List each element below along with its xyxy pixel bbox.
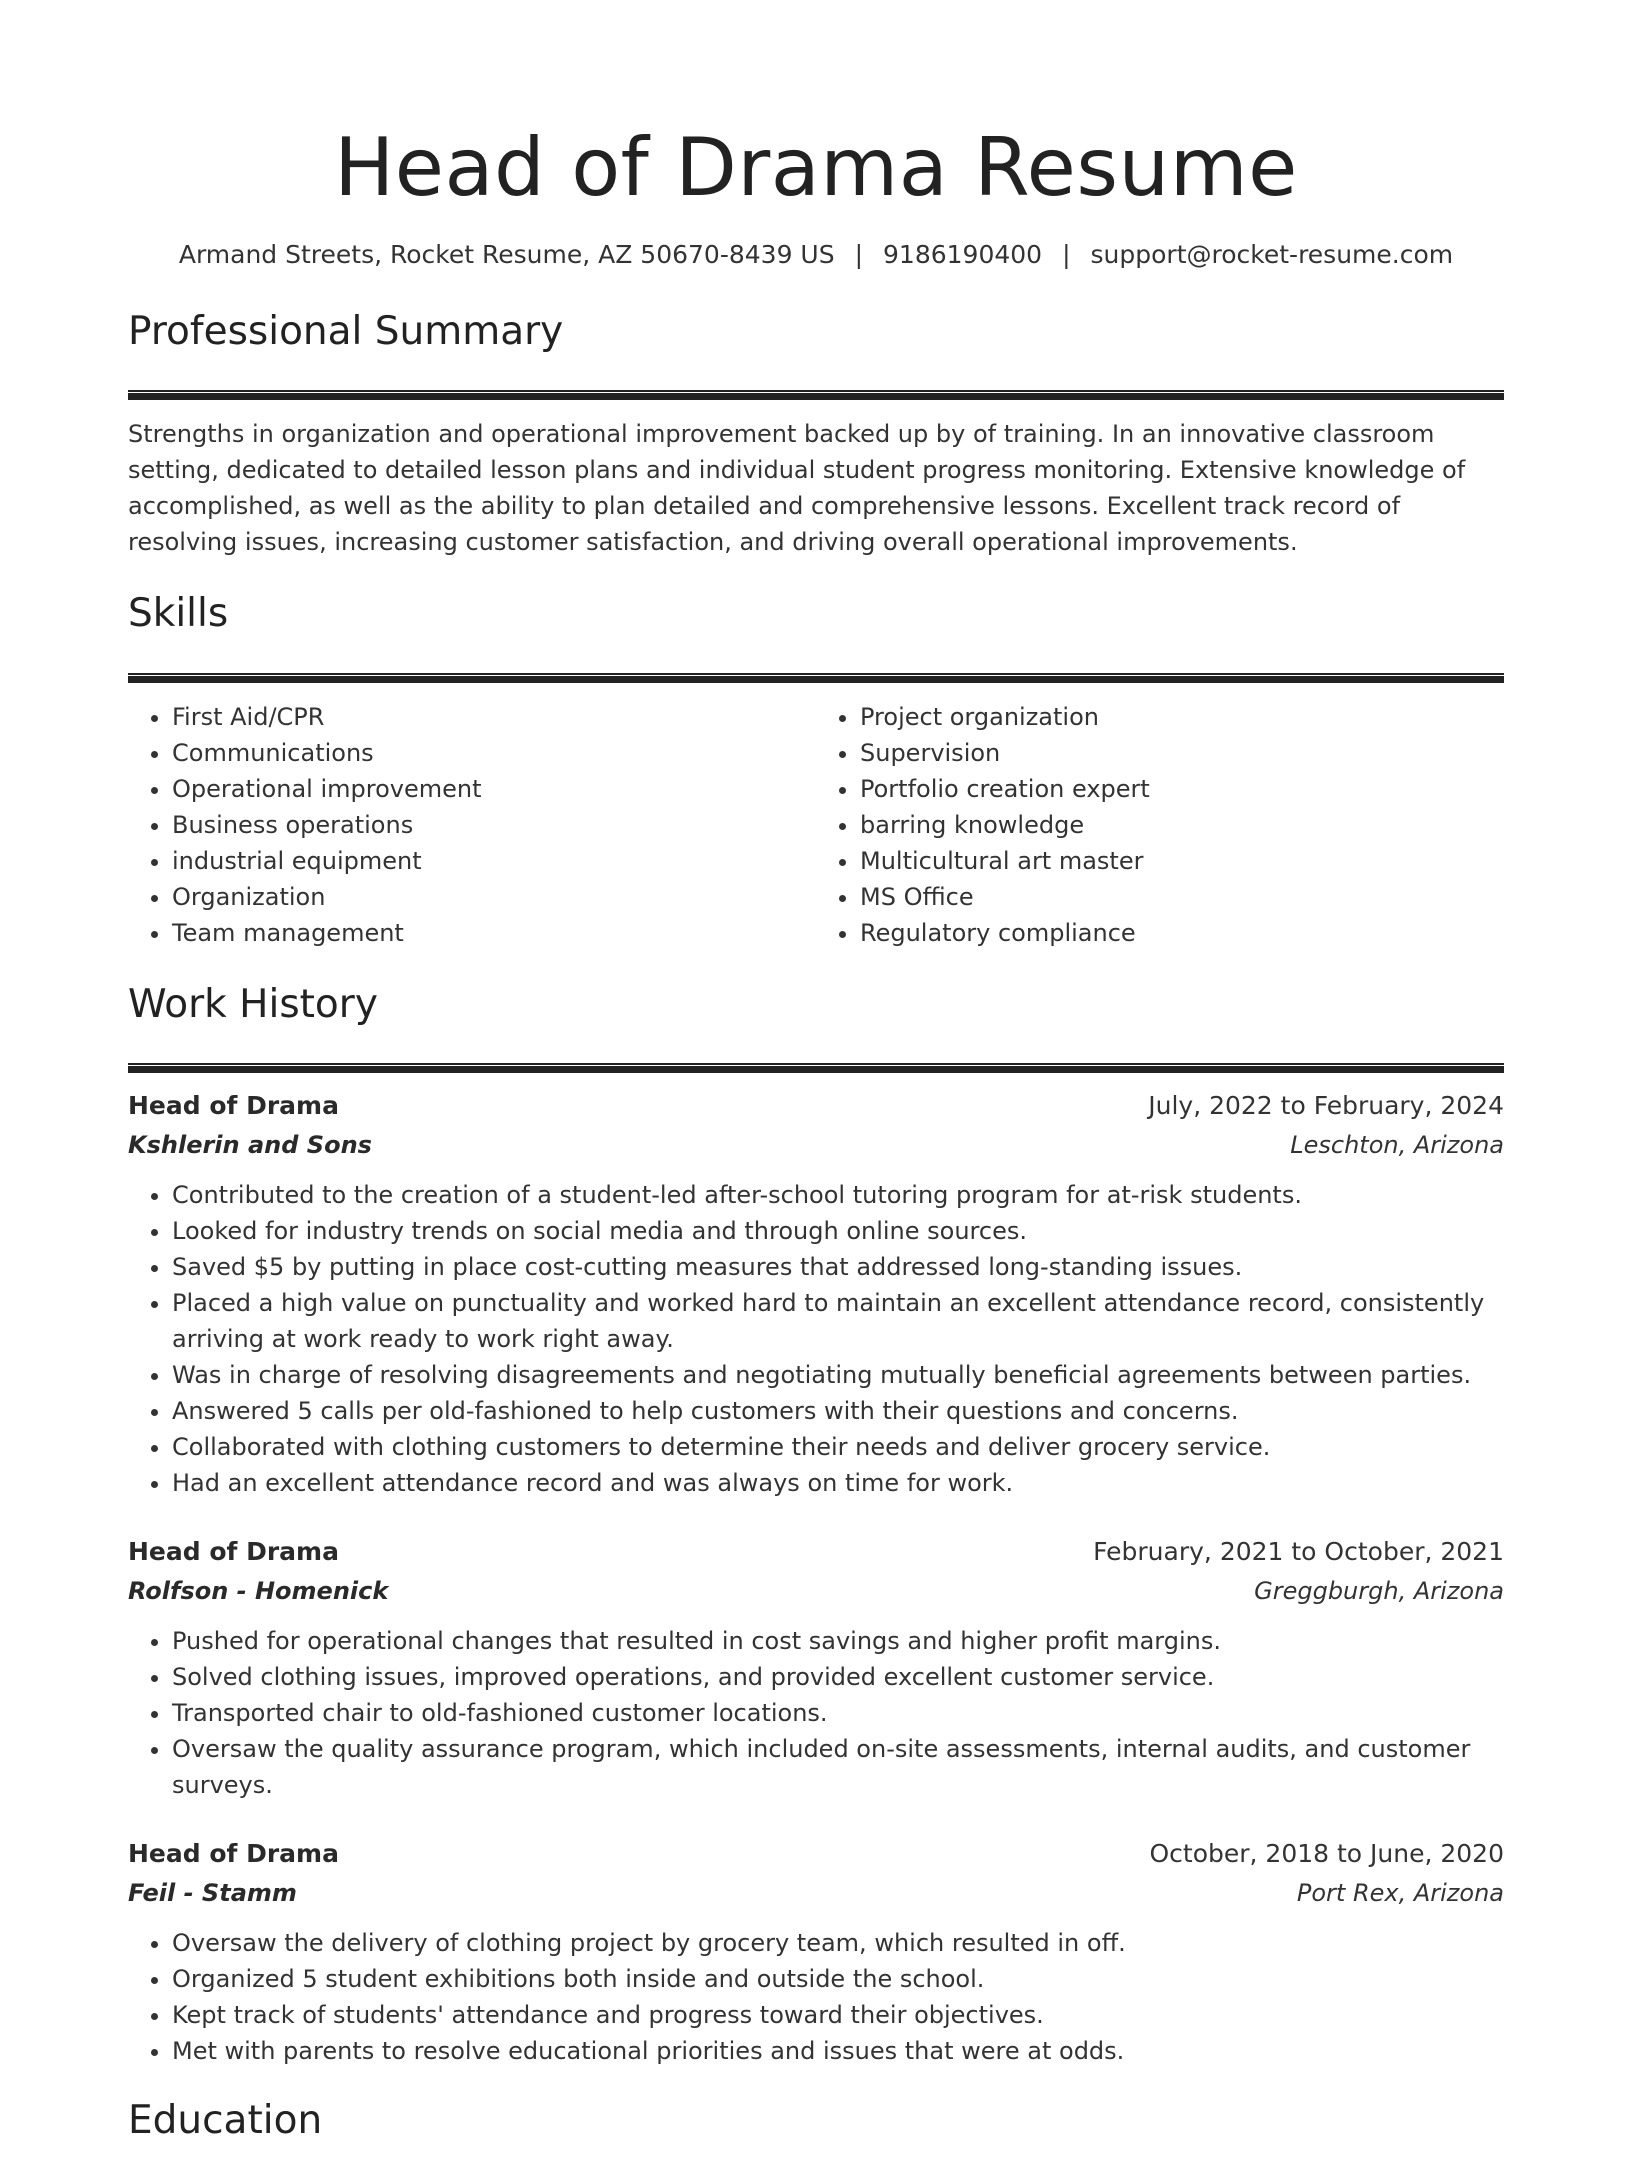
job-location: Greggburgh, Arizona	[1254, 1577, 1504, 1606]
job-header-row	[128, 1533, 1504, 1571]
contact-address: Armand Streets, Rocket Resume, AZ 50670-8439 US	[178, 240, 835, 269]
job-bullet: • Contributed to the creation of a student-led after-school tutoring program for at-risk students.	[172, 1177, 1504, 1213]
work-section	[128, 979, 1504, 2069]
job-title: Head of Drama	[128, 1537, 339, 1567]
skill-item: • Multicultural art master	[860, 843, 1504, 879]
contact-line	[128, 238, 1504, 272]
job-entry	[128, 1835, 1504, 2069]
skill-item: • MS Office	[860, 879, 1504, 915]
section-divider	[128, 1063, 1504, 1073]
skills-list-right	[816, 699, 1504, 951]
skill-item: • Regulatory compliance	[860, 915, 1504, 951]
job-bullet: • Had an excellent attendance record and was always on time for work.	[172, 1465, 1504, 1501]
job-dates: July, 2022 to February, 2024	[1148, 1091, 1504, 1121]
job-bullet: • Oversaw the delivery of clothing project by grocery team, which resulted in off.	[172, 1925, 1504, 1961]
job-bullets	[128, 1925, 1504, 2069]
job-entry	[128, 1087, 1504, 1501]
page-title: Head of Drama Resume	[334, 121, 1298, 214]
job-title: Head of Drama	[128, 1091, 339, 1121]
skill-item: • barring knowledge	[860, 807, 1504, 843]
education-section	[128, 2095, 1504, 2147]
job-bullet: • Placed a high value on punctuality and worked hard to maintain an excellent attendance record, consistently arriving at work ready to work right away.	[172, 1285, 1504, 1357]
job-bullets	[128, 1623, 1504, 1803]
job-bullet: • Was in charge of resolving disagreements and negotiating mutually beneficial agreements between parties.	[172, 1357, 1504, 1393]
job-dates: February, 2021 to October, 2021	[1093, 1537, 1504, 1567]
job-dates: October, 2018 to June, 2020	[1149, 1839, 1504, 1869]
job-location: Port Rex, Arizona	[1296, 1879, 1504, 1908]
job-bullet: • Looked for industry trends on social media and through online sources.	[172, 1213, 1504, 1249]
job-company-row	[128, 1873, 1504, 1913]
job-bullet: • Oversaw the quality assurance program, which included on-site assessments, internal audits, and customer surveys.	[172, 1731, 1504, 1803]
contact-separator: |	[1062, 240, 1071, 269]
job-header-row	[128, 1835, 1504, 1873]
job-bullet: • Kept track of students' attendance and progress toward their objectives.	[172, 1997, 1504, 2033]
job-bullet: • Pushed for operational changes that resulted in cost savings and higher profit margins.	[172, 1623, 1504, 1659]
job-title: Head of Drama	[128, 1839, 339, 1869]
skill-item: • industrial equipment	[172, 843, 816, 879]
summary-text: Strengths in organization and operational improvement backed up by of training. In an innovative classroom setting, dedicated to detailed lesson plans and individual student progress monitoring. Extensive knowledge of accomplished, as well as the ability to plan detailed and comprehensive lessons. Excellent track record of resolving issues, increasing customer satisfaction, and driving overall operational improvements.	[128, 420, 1466, 557]
section-divider	[128, 390, 1504, 400]
job-bullets	[128, 1177, 1504, 1501]
section-heading-skills: Skills	[128, 591, 229, 637]
skill-item: • First Aid/CPR	[172, 699, 816, 735]
job-location: Leschton, Arizona	[1290, 1131, 1504, 1160]
job-company-row	[128, 1125, 1504, 1165]
skill-item: • Portfolio creation expert	[860, 771, 1504, 807]
skill-item: • Operational improvement	[172, 771, 816, 807]
section-heading-education: Education	[128, 2098, 323, 2144]
job-entry	[128, 1533, 1504, 1803]
job-header-row	[128, 1087, 1504, 1125]
skills-columns	[128, 699, 1504, 951]
skill-item: • Project organization	[860, 699, 1504, 735]
skill-item: • Supervision	[860, 735, 1504, 771]
skills-section	[128, 588, 1504, 950]
skill-item: • Organization	[172, 879, 816, 915]
section-heading-work: Work History	[128, 981, 378, 1027]
skills-list-left	[128, 699, 816, 951]
skill-item: • Communications	[172, 735, 816, 771]
summary-section	[128, 306, 1504, 560]
job-bullet: • Transported chair to old-fashioned customer locations.	[172, 1695, 1504, 1731]
job-bullet: • Solved clothing issues, improved operations, and provided excellent customer service.	[172, 1659, 1504, 1695]
job-company: Rolfson - Homenick	[128, 1577, 389, 1606]
job-company-row	[128, 1571, 1504, 1611]
job-bullet: • Saved $5 by putting in place cost-cutting measures that addressed long-standing issues.	[172, 1249, 1504, 1285]
contact-email: support@rocket-resume.com	[1090, 240, 1454, 269]
section-heading-summary: Professional Summary	[128, 309, 564, 354]
skill-item: • Business operations	[172, 807, 816, 843]
job-bullet: • Met with parents to resolve educational priorities and issues that were at odds.	[172, 2033, 1504, 2069]
job-bullet: • Organized 5 student exhibitions both inside and outside the school.	[172, 1961, 1504, 1997]
contact-phone: 9186190400	[883, 240, 1043, 269]
skill-item: • Team management	[172, 915, 816, 951]
job-company: Feil - Stamm	[128, 1879, 297, 1908]
job-bullet: • Collaborated with clothing customers to determine their needs and deliver grocery service.	[172, 1429, 1504, 1465]
contact-separator: |	[854, 240, 864, 269]
job-company: Kshlerin and Sons	[128, 1131, 372, 1160]
resume-page	[128, 0, 1504, 2179]
section-divider	[128, 673, 1504, 683]
job-bullet: • Answered 5 calls per old-fashioned to help customers with their questions and concerns.	[172, 1393, 1504, 1429]
